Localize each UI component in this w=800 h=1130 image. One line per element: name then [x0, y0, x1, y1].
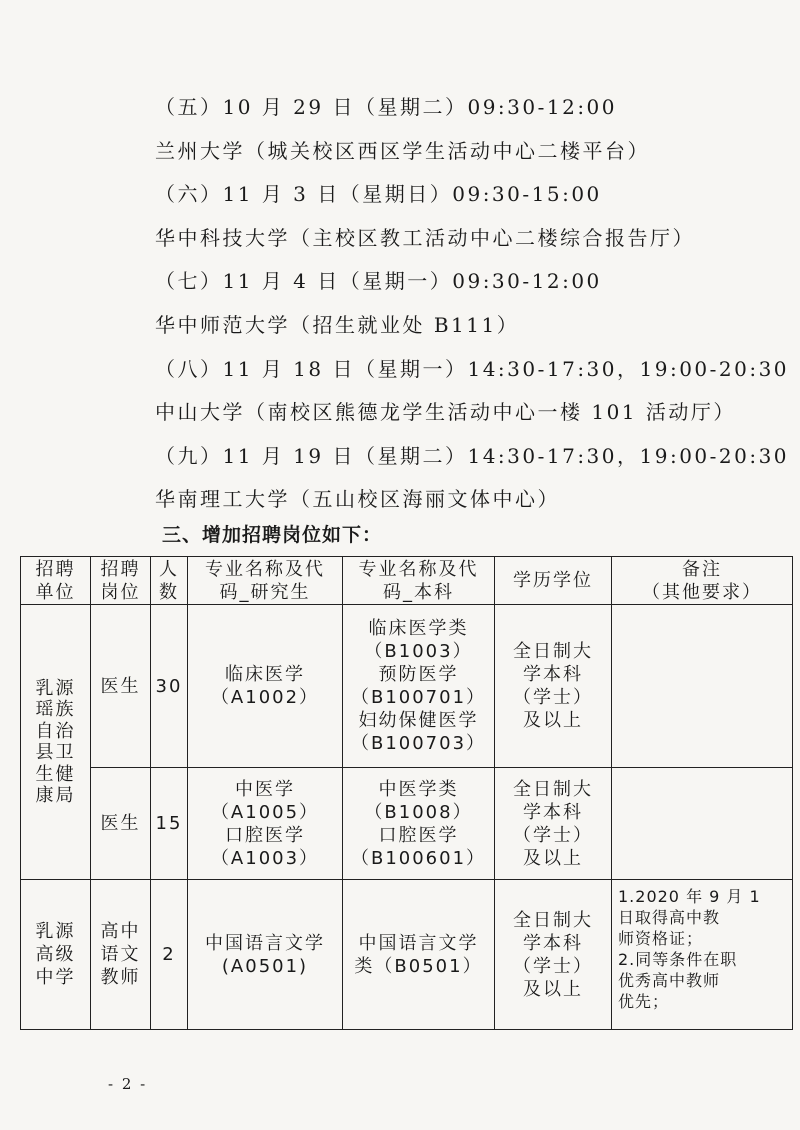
ug-major-cell: 中医学类 （B1008） 口腔医学 （B100601）	[343, 768, 495, 880]
positions-table	[20, 556, 793, 1030]
degree-cell: 全日制大 学本科 （学士） 及以上	[495, 768, 612, 880]
table-row	[21, 880, 793, 1030]
ug-major-cell: 中国语言文学 类（B0501）	[343, 880, 495, 1030]
table-header-row	[21, 557, 793, 605]
schedule-list	[155, 86, 789, 522]
table-row	[21, 768, 793, 880]
remark-cell	[612, 605, 793, 768]
grad-major-cell: 临床医学 （A1002）	[188, 605, 343, 768]
unit-cell: 乳源 高级 中学	[21, 880, 91, 1030]
count-cell: 2	[151, 880, 188, 1030]
schedule-line: 华中科技大学（主校区教工活动中心二楼综合报告厅）	[155, 225, 695, 250]
header-major-ug: 专业名称及代 码_本科	[343, 557, 495, 605]
header-degree: 学历学位	[495, 557, 612, 605]
schedule-line: 中山大学（南校区熊德龙学生活动中心一楼 101 活动厅）	[155, 400, 736, 425]
table-row	[21, 605, 793, 768]
header-post: 招聘 岗位	[91, 557, 151, 605]
unit-cell: 乳源 瑶族 自治 县卫 生健 康局	[21, 605, 91, 880]
schedule-line: 兰州大学（城关校区西区学生活动中心二楼平台）	[155, 138, 650, 163]
schedule-line: 华中师范大学（招生就业处 B111）	[155, 312, 520, 337]
degree-cell: 全日制大 学本科 （学士） 及以上	[495, 880, 612, 1030]
schedule-line: （六）11 月 3 日（星期日）09:30-15:00	[155, 182, 602, 207]
remark-cell	[612, 768, 793, 880]
page-number: - 2 -	[108, 1075, 148, 1093]
ug-major-cell: 临床医学类 （B1003） 预防医学 （B100701） 妇幼保健医学 （B100703）	[343, 605, 495, 768]
schedule-line: （五）10 月 29 日（星期二）09:30-12:00	[155, 95, 618, 119]
schedule-line: （七）11 月 4 日（星期一）09:30-12:00	[155, 269, 602, 294]
count-cell: 30	[151, 605, 188, 768]
count-cell: 15	[151, 768, 188, 880]
header-unit: 招聘 单位	[21, 557, 91, 605]
header-remark: 备注 （其他要求）	[612, 557, 793, 605]
degree-cell: 全日制大 学本科 （学士） 及以上	[495, 605, 612, 768]
header-count: 人 数	[151, 557, 188, 605]
post-cell: 医生	[91, 605, 151, 768]
section-title: 三、增加招聘岗位如下：	[162, 524, 383, 546]
schedule-line: （八）11 月 18 日（星期一）14:30-17:30，19:00-20:30	[155, 356, 790, 381]
remark-cell: 1.2020 年 9 月 1 日取得高中教 师资格证； 2.同等条件在职 优秀高中教师 优先；	[612, 880, 793, 1030]
grad-major-cell: 中国语言文学 (A0501)	[188, 880, 343, 1030]
grad-major-cell: 中医学 （A1005） 口腔医学 （A1003）	[188, 768, 343, 880]
post-cell: 高中 语文 教师	[91, 880, 151, 1030]
header-major-grad: 专业名称及代 码_研究生	[188, 557, 343, 605]
schedule-line: （九）11 月 19 日（星期二）14:30-17:30，19:00-20:30	[155, 443, 790, 468]
post-cell: 医生	[91, 768, 151, 880]
schedule-line: 华南理工大学（五山校区海丽文体中心）	[155, 487, 560, 512]
